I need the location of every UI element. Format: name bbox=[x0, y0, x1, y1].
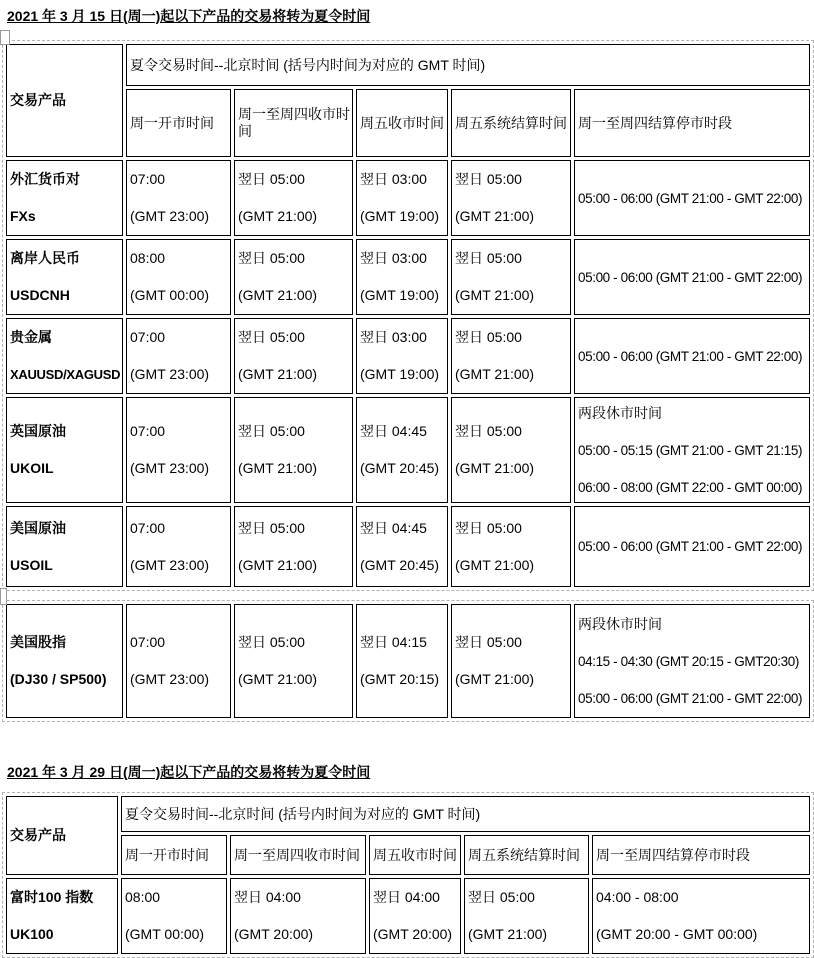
gmt-text: (GMT 23:00) bbox=[130, 208, 210, 224]
mon-thu-close-cell bbox=[234, 506, 353, 587]
col-header-settle-fri: 周五系统结算时间 bbox=[451, 89, 571, 157]
time-text: 翌日 04:15 bbox=[360, 634, 427, 650]
time-text: 07:00 bbox=[130, 171, 166, 187]
gmt-text: (GMT 21:00) bbox=[238, 287, 318, 303]
gmt-text: (GMT 21:00) bbox=[455, 208, 535, 224]
product-cell bbox=[6, 604, 123, 718]
col-header-open: 周一开市时间 bbox=[121, 835, 227, 875]
product-cell bbox=[6, 878, 118, 954]
table-row-fxs bbox=[6, 160, 810, 236]
halt-range-text: 05:00 - 06:00 (GMT 21:00 - GMT 22:00) bbox=[578, 690, 803, 706]
col-header-close-fri: 周五收市时间 bbox=[369, 835, 461, 875]
table3-wrap bbox=[2, 792, 812, 958]
section2-title: 2021 年 3 月 29 日(周一)起以下产品的交易将转为夏令时间 bbox=[7, 764, 371, 780]
fri-settle-cell bbox=[451, 604, 571, 718]
time-text: 翌日 05:00 bbox=[238, 634, 305, 650]
gmt-text: (GMT 20:45) bbox=[360, 556, 440, 573]
header-row-merged bbox=[6, 44, 810, 86]
dst-trading-hours-table-2 bbox=[2, 600, 814, 722]
fri-close-cell bbox=[369, 878, 461, 954]
fri-close-cell bbox=[356, 604, 448, 718]
dst-trading-hours-table-3 bbox=[2, 792, 814, 958]
gmt-text: (GMT 20:45) bbox=[360, 460, 440, 476]
halt-period-cell bbox=[574, 506, 810, 587]
mon-thu-close-cell bbox=[234, 160, 353, 236]
product-name: 外汇货币对 bbox=[10, 171, 80, 187]
table-row-usdcnh bbox=[6, 239, 810, 315]
open-time-cell bbox=[121, 878, 227, 954]
open-time-cell bbox=[126, 397, 231, 503]
gmt-text: (GMT 21:00) bbox=[455, 287, 535, 303]
time-text: 翌日 03:00 bbox=[360, 171, 427, 187]
corner-header-cell: 交易产品 bbox=[6, 44, 123, 157]
time-text: 翌日 05:00 bbox=[238, 250, 305, 266]
halt-period-cell bbox=[592, 878, 810, 954]
time-text: 翌日 04:45 bbox=[360, 423, 427, 439]
product-name: 离岸人民币 bbox=[10, 250, 80, 266]
time-text: 翌日 05:00 bbox=[455, 519, 522, 536]
gmt-text: (GMT 00:00) bbox=[130, 287, 210, 303]
product-cell bbox=[6, 318, 123, 394]
time-text: 08:00 bbox=[130, 250, 166, 266]
merged-header-cell: 夏令交易时间--北京时间 (括号内时间为对应的 GMT 时间) bbox=[126, 44, 810, 86]
time-text: 翌日 05:00 bbox=[455, 250, 522, 266]
gmt-text: (GMT 21:00) bbox=[238, 671, 318, 687]
product-name: 美国原油 bbox=[10, 519, 66, 536]
table-row-uk100 bbox=[6, 878, 810, 954]
time-text: 翌日 05:00 bbox=[455, 171, 522, 187]
product-name: 英国原油 bbox=[10, 423, 66, 439]
gmt-text: (GMT 21:00) bbox=[455, 556, 535, 573]
gmt-text: (GMT 21:00) bbox=[455, 460, 535, 476]
halt-range-text: 05:00 - 06:00 (GMT 21:00 - GMT 22:00) bbox=[578, 190, 803, 206]
table-row-usoil bbox=[6, 506, 810, 587]
fri-close-cell bbox=[356, 506, 448, 587]
table-handle-icon bbox=[0, 30, 10, 45]
halt-title-text: 两段休市时间 bbox=[578, 615, 662, 632]
mon-thu-close-cell bbox=[234, 239, 353, 315]
fri-settle-cell bbox=[451, 506, 571, 587]
product-cell bbox=[6, 506, 123, 587]
fri-settle-cell bbox=[451, 239, 571, 315]
time-text: 翌日 05:00 bbox=[238, 519, 305, 536]
open-time-cell bbox=[126, 318, 231, 394]
product-code: UK100 bbox=[10, 926, 54, 942]
gmt-text: (GMT 23:00) bbox=[130, 366, 210, 382]
gmt-text: (GMT 19:00) bbox=[360, 287, 440, 303]
time-text: 翌日 05:00 bbox=[455, 634, 522, 650]
table-row-us-indices bbox=[6, 604, 810, 718]
col-header-close-mon-thu: 周一至周四收市时间 bbox=[230, 835, 366, 875]
gmt-text: (GMT 20:00) bbox=[234, 926, 314, 942]
time-text: 翌日 05:00 bbox=[455, 329, 522, 345]
product-code: XAUUSD/XAGUSD bbox=[10, 367, 121, 382]
product-name: 富时100 指数 bbox=[10, 889, 94, 905]
time-text: 翌日 05:00 bbox=[238, 329, 305, 345]
col-header-settle-fri: 周五系统结算时间 bbox=[464, 835, 589, 875]
header-row-columns bbox=[6, 835, 810, 875]
fri-settle-cell bbox=[451, 160, 571, 236]
gmt-text: (GMT 21:00) bbox=[468, 926, 548, 942]
time-text: 08:00 bbox=[125, 889, 161, 905]
fri-close-cell bbox=[356, 160, 448, 236]
mon-thu-close-cell bbox=[234, 397, 353, 503]
product-name: 贵金属 bbox=[10, 329, 52, 345]
mon-thu-close-cell bbox=[234, 318, 353, 394]
product-cell bbox=[6, 239, 123, 315]
halt-range-text: 05:00 - 05:15 (GMT 21:00 - GMT 21:15) bbox=[578, 442, 803, 458]
dst-trading-hours-table-1 bbox=[2, 40, 814, 591]
mon-thu-close-cell bbox=[230, 878, 366, 954]
halt-gmt-text: (GMT 20:00 - GMT 00:00) bbox=[596, 926, 758, 942]
table-handle-icon bbox=[0, 588, 7, 605]
product-code: USDCNH bbox=[10, 287, 70, 303]
gmt-text: (GMT 21:00) bbox=[238, 556, 318, 573]
fri-settle-cell bbox=[464, 878, 589, 954]
halt-period-cell bbox=[574, 397, 810, 503]
fri-close-cell bbox=[356, 239, 448, 315]
product-code: UKOIL bbox=[10, 460, 54, 476]
halt-range-text: 04:00 - 08:00 bbox=[596, 889, 679, 905]
col-header-close-fri: 周五收市时间 bbox=[356, 89, 448, 157]
gmt-text: (GMT 21:00) bbox=[238, 208, 318, 224]
fri-close-cell bbox=[356, 397, 448, 503]
time-text: 07:00 bbox=[130, 519, 166, 536]
gmt-text: (GMT 00:00) bbox=[125, 926, 205, 942]
time-text: 翌日 04:00 bbox=[373, 889, 440, 905]
table1-wrap bbox=[2, 40, 812, 591]
gmt-text: (GMT 20:15) bbox=[360, 671, 440, 687]
time-text: 翌日 03:00 bbox=[360, 329, 427, 345]
time-text: 翌日 05:00 bbox=[238, 423, 305, 439]
halt-period-cell bbox=[574, 604, 810, 718]
gmt-text: (GMT 19:00) bbox=[360, 366, 440, 382]
fri-close-cell bbox=[356, 318, 448, 394]
gmt-text: (GMT 20:00) bbox=[373, 926, 453, 942]
open-time-cell bbox=[126, 160, 231, 236]
product-code: FXs bbox=[10, 208, 36, 224]
gmt-text: (GMT 21:00) bbox=[455, 671, 535, 687]
time-text: 翌日 05:00 bbox=[238, 171, 305, 187]
time-text: 翌日 03:00 bbox=[360, 250, 427, 266]
time-text: 07:00 bbox=[130, 329, 166, 345]
time-text: 翌日 05:00 bbox=[455, 423, 522, 439]
halt-period-cell bbox=[574, 160, 810, 236]
halt-title-text: 两段休市时间 bbox=[578, 404, 662, 421]
table-row-xauusd bbox=[6, 318, 810, 394]
gmt-text: (GMT 19:00) bbox=[360, 208, 440, 224]
col-header-open: 周一开市时间 bbox=[126, 89, 231, 157]
time-text: 翌日 05:00 bbox=[468, 889, 535, 905]
corner-header-cell: 交易产品 bbox=[6, 796, 118, 875]
fri-settle-cell bbox=[451, 318, 571, 394]
halt-range-text: 05:00 - 06:00 (GMT 21:00 - GMT 22:00) bbox=[578, 348, 803, 364]
product-code: USOIL bbox=[10, 556, 53, 573]
time-text: 07:00 bbox=[130, 634, 166, 650]
product-cell bbox=[6, 160, 123, 236]
halt-period-cell bbox=[574, 318, 810, 394]
section1-title: 2021 年 3 月 15 日(周一)起以下产品的交易将转为夏令时间 bbox=[7, 8, 371, 24]
gmt-text: (GMT 21:00) bbox=[238, 460, 318, 476]
halt-range-text: 05:00 - 06:00 (GMT 21:00 - GMT 22:00) bbox=[578, 539, 803, 554]
halt-range-text: 06:00 - 08:00 (GMT 22:00 - GMT 00:00) bbox=[578, 479, 803, 495]
gmt-text: (GMT 21:00) bbox=[455, 366, 535, 382]
halt-range-text: 04:15 - 04:30 (GMT 20:15 - GMT20:30) bbox=[578, 653, 799, 669]
time-text: 翌日 04:00 bbox=[234, 889, 301, 905]
open-time-cell bbox=[126, 604, 231, 718]
open-time-cell bbox=[126, 239, 231, 315]
col-header-halt-period: 周一至周四结算停市时段 bbox=[574, 89, 810, 157]
header-row-columns bbox=[6, 89, 810, 157]
merged-header-cell: 夏令交易时间--北京时间 (括号内时间为对应的 GMT 时间) bbox=[121, 796, 810, 832]
fri-settle-cell bbox=[451, 397, 571, 503]
halt-range-text: 05:00 - 06:00 (GMT 21:00 - GMT 22:00) bbox=[578, 269, 803, 285]
table-row-ukoil bbox=[6, 397, 810, 503]
header-row-merged bbox=[6, 796, 810, 832]
halt-period-cell bbox=[574, 239, 810, 315]
gmt-text: (GMT 21:00) bbox=[238, 366, 318, 382]
mon-thu-close-cell bbox=[234, 604, 353, 718]
gmt-text: (GMT 23:00) bbox=[130, 460, 210, 476]
open-time-cell bbox=[126, 506, 231, 587]
gmt-text: (GMT 23:00) bbox=[130, 556, 210, 573]
col-header-halt-period: 周一至周四结算停市时段 bbox=[592, 835, 810, 875]
time-text: 翌日 04:45 bbox=[360, 519, 427, 536]
col-header-close-mon-thu: 周一至周四收市时间 bbox=[234, 89, 353, 157]
product-code: (DJ30 / SP500) bbox=[10, 671, 107, 687]
table2-wrap bbox=[2, 600, 812, 722]
gmt-text: (GMT 23:00) bbox=[130, 671, 210, 687]
product-cell bbox=[6, 397, 123, 503]
product-name: 美国股指 bbox=[10, 634, 66, 650]
time-text: 07:00 bbox=[130, 423, 166, 439]
